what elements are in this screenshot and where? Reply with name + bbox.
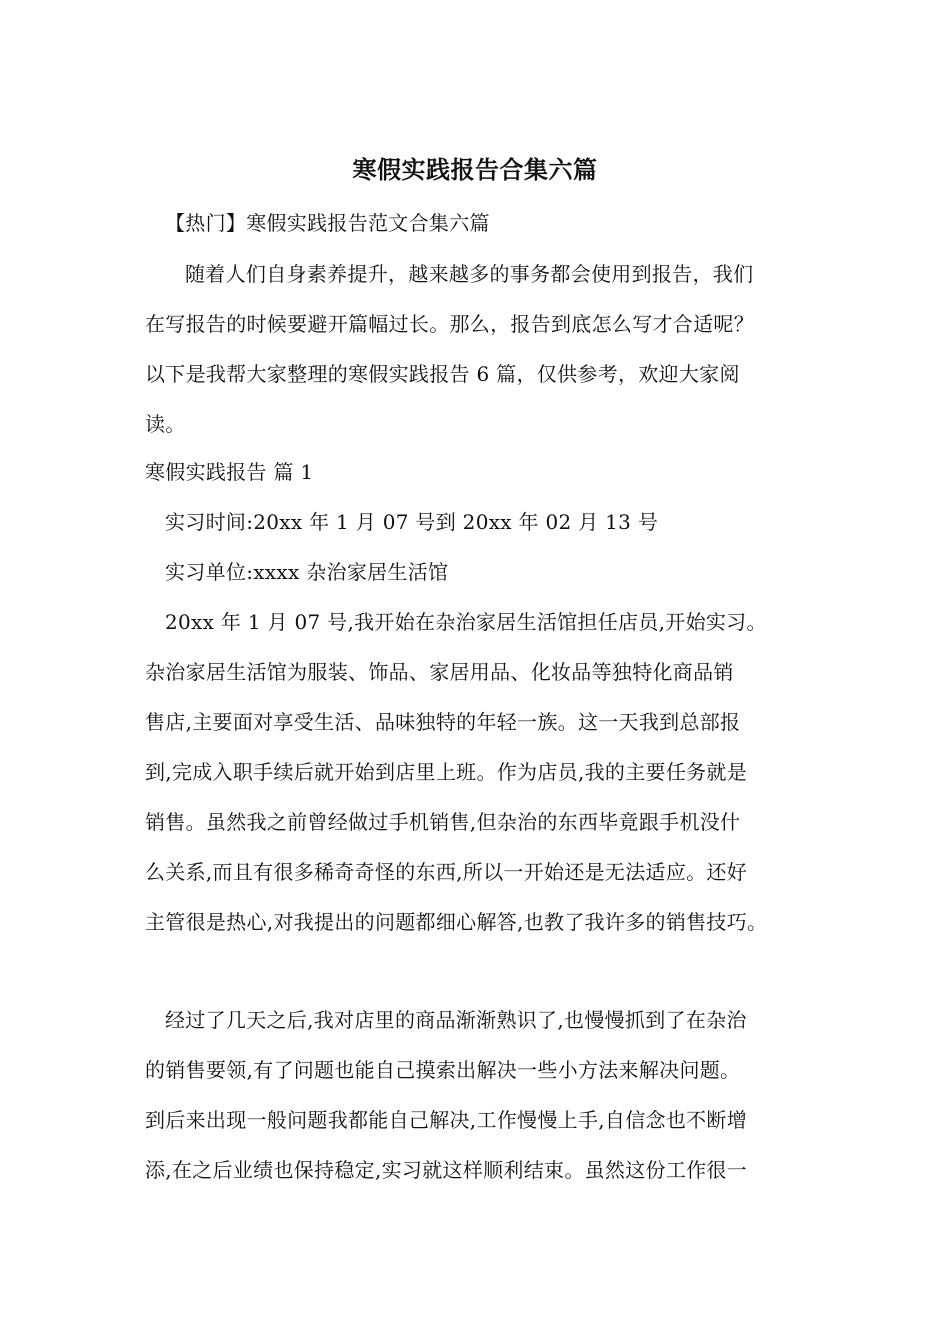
intro-line-2: 在写报告的时候要避开篇幅过长。那么，报告到底怎么写才合适呢？ (145, 312, 754, 336)
intro-line-4: 读。 (145, 412, 186, 436)
section-heading: 寒假实践报告 篇 1 (145, 460, 314, 484)
paragraph-1-line-4: 到,完成入职手续后就开始到店里上班。作为店员,我的主要任务就是 (145, 760, 748, 784)
intro-line-3: 以下是我帮大家整理的寒假实践报告 6 篇，仅供参考，欢迎大家阅 (145, 362, 740, 386)
paragraph-2-line-4: 添,在之后业绩也保持稳定,实习就这样顺利结束。虽然这份工作很一 (145, 1158, 748, 1182)
paragraph-1-line-6: 么关系,而且有很多稀奇奇怪的东西,所以一开始还是无法适应。还好 (145, 860, 748, 884)
document-title: 寒假实践报告合集六篇 (352, 155, 598, 184)
paragraph-2-line-1: 经过了几天之后,我对店里的商品渐渐熟识了,也慢慢抓到了在杂治 (165, 1008, 747, 1032)
paragraph-1-line-5: 销售。虽然我之前曾经做过手机销售,但杂治的东西毕竟跟手机没什 (145, 810, 741, 834)
paragraph-1-line-7: 主管很是热心,对我提出的问题都细心解答,也教了我许多的销售技巧。 (145, 910, 768, 934)
paragraph-2-line-2: 的销售要领,有了问题也能自己摸索出解决一些小方法来解决问题。 (145, 1058, 741, 1082)
paragraph-1-line-2: 杂治家居生活馆为服装、饰品、家居用品、化妆品等独特化商品销 (145, 660, 734, 684)
intro-line-1: 随着人们自身素养提升，越来越多的事务都会使用到报告，我们 (185, 262, 754, 286)
subtitle-line: 【热门】寒假实践报告范文合集六篇 (165, 211, 490, 235)
paragraph-1-line-3: 售店,主要面对享受生活、品味独特的年轻一族。这一天我到总部报 (145, 710, 741, 734)
internship-time: 实习时间:20xx 年 1 月 07 号到 20xx 年 02 月 13 号 (165, 510, 659, 534)
paragraph-2-line-3: 到后来出现一般问题我都能自己解决,工作慢慢上手,自信念也不断增 (145, 1108, 748, 1132)
internship-unit: 实习单位:xxxx 杂治家居生活馆 (165, 560, 449, 584)
paragraph-1-line-1: 20xx 年 1 月 07 号,我开始在杂治家居生活馆担任店员,开始实习。 (165, 610, 767, 634)
